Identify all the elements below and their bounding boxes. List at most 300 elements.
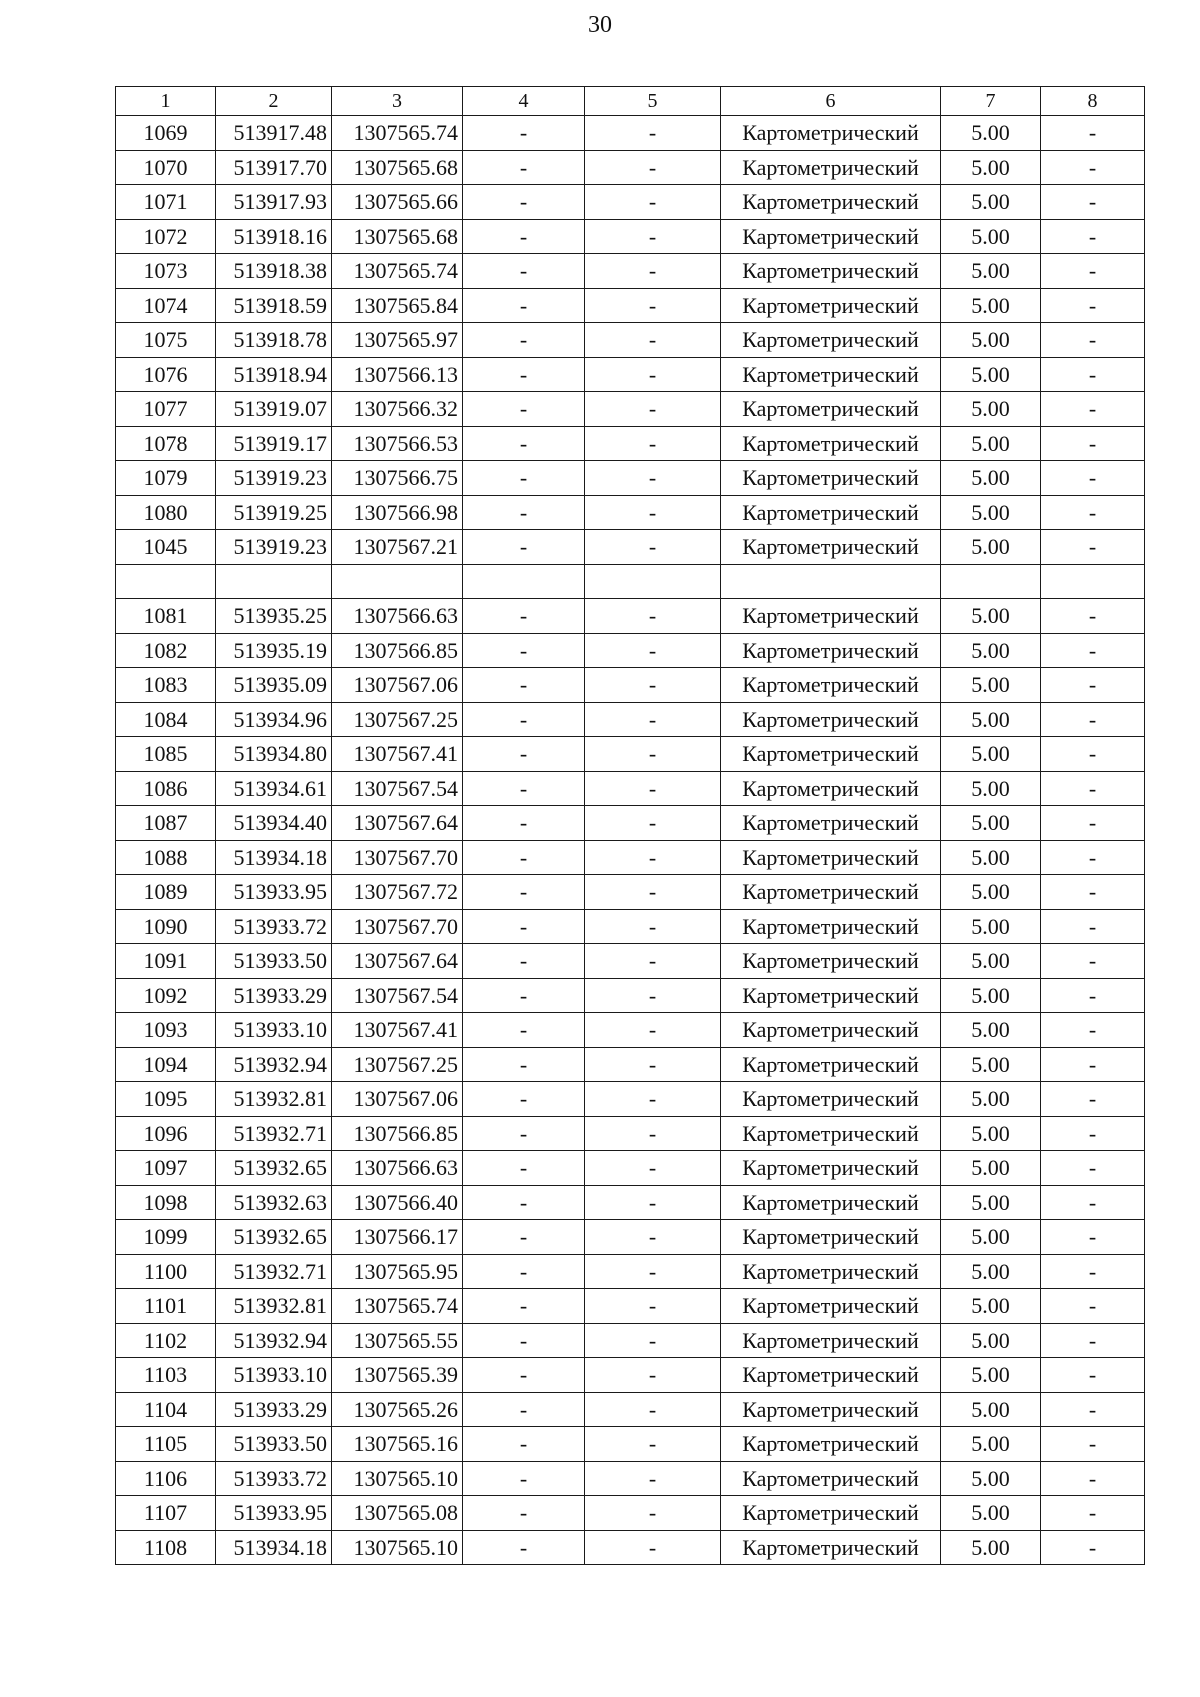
table-row xyxy=(116,668,1145,703)
table-row xyxy=(116,875,1145,910)
column-4-cell: - xyxy=(463,1392,585,1427)
method-cell: Картометрический xyxy=(721,1530,941,1565)
column-8-cell: - xyxy=(1041,1461,1145,1496)
method-cell: Картометрический xyxy=(721,185,941,220)
table-row xyxy=(116,392,1145,427)
point-number-cell: 1095 xyxy=(116,1082,216,1117)
x-coordinate-cell: 513933.95 xyxy=(216,875,332,910)
y-coordinate-cell: 1307567.41 xyxy=(332,1013,463,1048)
y-coordinate-cell: 1307565.39 xyxy=(332,1358,463,1393)
column-4-cell: - xyxy=(463,185,585,220)
accuracy-cell: 5.00 xyxy=(941,1082,1041,1117)
column-4-cell: - xyxy=(463,1461,585,1496)
point-number-cell: 1097 xyxy=(116,1151,216,1186)
y-coordinate-cell: 1307566.13 xyxy=(332,357,463,392)
table-row xyxy=(116,1392,1145,1427)
x-coordinate-cell: 513918.78 xyxy=(216,323,332,358)
point-number-cell: 1096 xyxy=(116,1116,216,1151)
accuracy-cell xyxy=(941,564,1041,599)
column-5-cell: - xyxy=(585,357,721,392)
column-8-cell: - xyxy=(1041,254,1145,289)
y-coordinate-cell: 1307565.16 xyxy=(332,1427,463,1462)
y-coordinate-cell: 1307566.98 xyxy=(332,495,463,530)
column-8-cell: - xyxy=(1041,495,1145,530)
accuracy-cell: 5.00 xyxy=(941,495,1041,530)
column-8-cell: - xyxy=(1041,1151,1145,1186)
table-row xyxy=(116,357,1145,392)
table-row xyxy=(116,978,1145,1013)
column-5-cell: - xyxy=(585,254,721,289)
column-4-cell: - xyxy=(463,150,585,185)
column-5-cell: - xyxy=(585,1461,721,1496)
point-number-cell: 1070 xyxy=(116,150,216,185)
column-header: 3 xyxy=(332,87,463,116)
x-coordinate-cell: 513934.96 xyxy=(216,702,332,737)
column-5-cell: - xyxy=(585,633,721,668)
column-8-cell: - xyxy=(1041,909,1145,944)
column-8-cell: - xyxy=(1041,461,1145,496)
column-8-cell: - xyxy=(1041,116,1145,151)
column-8-cell: - xyxy=(1041,1116,1145,1151)
table-row xyxy=(116,1151,1145,1186)
point-number-cell: 1077 xyxy=(116,392,216,427)
column-5-cell: - xyxy=(585,219,721,254)
accuracy-cell: 5.00 xyxy=(941,1047,1041,1082)
column-4-cell: - xyxy=(463,840,585,875)
point-number-cell: 1074 xyxy=(116,288,216,323)
accuracy-cell: 5.00 xyxy=(941,1530,1041,1565)
point-number-cell: 1107 xyxy=(116,1496,216,1531)
x-coordinate-cell: 513933.29 xyxy=(216,1392,332,1427)
table-row xyxy=(116,1220,1145,1255)
column-4-cell: - xyxy=(463,1082,585,1117)
column-8-cell: - xyxy=(1041,288,1145,323)
method-cell: Картометрический xyxy=(721,737,941,772)
method-cell: Картометрический xyxy=(721,426,941,461)
column-4-cell: - xyxy=(463,909,585,944)
column-4-cell: - xyxy=(463,771,585,806)
column-8-cell: - xyxy=(1041,530,1145,565)
method-cell: Картометрический xyxy=(721,254,941,289)
column-4-cell: - xyxy=(463,495,585,530)
method-cell: Картометрический xyxy=(721,1392,941,1427)
accuracy-cell: 5.00 xyxy=(941,1254,1041,1289)
y-coordinate-cell: 1307565.74 xyxy=(332,1289,463,1324)
table-row xyxy=(116,1254,1145,1289)
column-5-cell: - xyxy=(585,288,721,323)
column-5-cell: - xyxy=(585,1358,721,1393)
column-4-cell: - xyxy=(463,806,585,841)
table-row xyxy=(116,1289,1145,1324)
point-number-cell: 1101 xyxy=(116,1289,216,1324)
point-number-cell: 1103 xyxy=(116,1358,216,1393)
column-5-cell: - xyxy=(585,116,721,151)
point-number-cell: 1092 xyxy=(116,978,216,1013)
method-cell: Картометрический xyxy=(721,668,941,703)
method-cell: Картометрический xyxy=(721,806,941,841)
y-coordinate-cell: 1307566.40 xyxy=(332,1185,463,1220)
y-coordinate-cell: 1307565.95 xyxy=(332,1254,463,1289)
column-4-cell: - xyxy=(463,1427,585,1462)
table-row xyxy=(116,633,1145,668)
x-coordinate-cell: 513935.09 xyxy=(216,668,332,703)
column-4-cell: - xyxy=(463,944,585,979)
x-coordinate-cell: 513934.61 xyxy=(216,771,332,806)
accuracy-cell: 5.00 xyxy=(941,737,1041,772)
column-8-cell: - xyxy=(1041,392,1145,427)
accuracy-cell: 5.00 xyxy=(941,1185,1041,1220)
x-coordinate-cell: 513919.07 xyxy=(216,392,332,427)
point-number-cell: 1100 xyxy=(116,1254,216,1289)
accuracy-cell: 5.00 xyxy=(941,323,1041,358)
accuracy-cell: 5.00 xyxy=(941,1151,1041,1186)
column-4-cell: - xyxy=(463,599,585,634)
method-cell: Картометрический xyxy=(721,1496,941,1531)
method-cell: Картометрический xyxy=(721,1116,941,1151)
point-number-cell: 1094 xyxy=(116,1047,216,1082)
column-5-cell: - xyxy=(585,806,721,841)
x-coordinate-cell: 513919.23 xyxy=(216,530,332,565)
x-coordinate-cell: 513934.80 xyxy=(216,737,332,772)
accuracy-cell: 5.00 xyxy=(941,116,1041,151)
column-5-cell: - xyxy=(585,461,721,496)
column-5-cell: - xyxy=(585,944,721,979)
column-5-cell: - xyxy=(585,530,721,565)
column-5-cell: - xyxy=(585,1082,721,1117)
column-4-cell: - xyxy=(463,1289,585,1324)
column-5-cell: - xyxy=(585,978,721,1013)
table-row xyxy=(116,116,1145,151)
y-coordinate-cell: 1307567.06 xyxy=(332,1082,463,1117)
column-5-cell: - xyxy=(585,1013,721,1048)
point-number-cell: 1091 xyxy=(116,944,216,979)
method-cell: Картометрический xyxy=(721,219,941,254)
x-coordinate-cell: 513933.50 xyxy=(216,1427,332,1462)
column-4-cell: - xyxy=(463,1116,585,1151)
column-4-cell: - xyxy=(463,219,585,254)
table-row xyxy=(116,1082,1145,1117)
accuracy-cell: 5.00 xyxy=(941,668,1041,703)
method-cell: Картометрический xyxy=(721,1254,941,1289)
column-8-cell: - xyxy=(1041,1220,1145,1255)
point-number-cell: 1093 xyxy=(116,1013,216,1048)
accuracy-cell: 5.00 xyxy=(941,185,1041,220)
column-8-cell: - xyxy=(1041,978,1145,1013)
accuracy-cell: 5.00 xyxy=(941,875,1041,910)
y-coordinate-cell: 1307565.55 xyxy=(332,1323,463,1358)
x-coordinate-cell: 513934.18 xyxy=(216,1530,332,1565)
y-coordinate-cell: 1307565.84 xyxy=(332,288,463,323)
column-5-cell: - xyxy=(585,392,721,427)
y-coordinate-cell: 1307567.06 xyxy=(332,668,463,703)
column-8-cell: - xyxy=(1041,1289,1145,1324)
column-8-cell: - xyxy=(1041,702,1145,737)
method-cell xyxy=(721,564,941,599)
method-cell: Картометрический xyxy=(721,1082,941,1117)
column-8-cell: - xyxy=(1041,1496,1145,1531)
column-8-cell: - xyxy=(1041,1013,1145,1048)
column-header: 6 xyxy=(721,87,941,116)
accuracy-cell: 5.00 xyxy=(941,909,1041,944)
point-number-cell xyxy=(116,564,216,599)
y-coordinate-cell: 1307567.25 xyxy=(332,1047,463,1082)
table-row xyxy=(116,564,1145,599)
y-coordinate-cell xyxy=(332,564,463,599)
column-4-cell: - xyxy=(463,633,585,668)
accuracy-cell: 5.00 xyxy=(941,357,1041,392)
x-coordinate-cell: 513932.65 xyxy=(216,1220,332,1255)
x-coordinate-cell: 513933.10 xyxy=(216,1013,332,1048)
x-coordinate-cell: 513933.50 xyxy=(216,944,332,979)
point-number-cell: 1104 xyxy=(116,1392,216,1427)
table-row xyxy=(116,1047,1145,1082)
y-coordinate-cell: 1307566.63 xyxy=(332,1151,463,1186)
column-8-cell: - xyxy=(1041,1047,1145,1082)
x-coordinate-cell: 513918.38 xyxy=(216,254,332,289)
point-number-cell: 1079 xyxy=(116,461,216,496)
column-5-cell: - xyxy=(585,495,721,530)
method-cell: Картометрический xyxy=(721,1461,941,1496)
table-row xyxy=(116,1013,1145,1048)
column-5-cell: - xyxy=(585,1289,721,1324)
column-8-cell: - xyxy=(1041,1082,1145,1117)
x-coordinate-cell: 513932.63 xyxy=(216,1185,332,1220)
method-cell: Картометрический xyxy=(721,461,941,496)
method-cell: Картометрический xyxy=(721,702,941,737)
table-row xyxy=(116,737,1145,772)
point-number-cell: 1076 xyxy=(116,357,216,392)
table-row xyxy=(116,1461,1145,1496)
y-coordinate-cell: 1307565.66 xyxy=(332,185,463,220)
x-coordinate-cell: 513935.19 xyxy=(216,633,332,668)
coordinates-table xyxy=(115,86,1145,1565)
point-number-cell: 1069 xyxy=(116,116,216,151)
x-coordinate-cell: 513932.94 xyxy=(216,1047,332,1082)
column-5-cell: - xyxy=(585,1220,721,1255)
column-5-cell: - xyxy=(585,1427,721,1462)
table-row xyxy=(116,323,1145,358)
y-coordinate-cell: 1307565.10 xyxy=(332,1461,463,1496)
column-4-cell: - xyxy=(463,461,585,496)
y-coordinate-cell: 1307567.21 xyxy=(332,530,463,565)
point-number-cell: 1089 xyxy=(116,875,216,910)
column-5-cell: - xyxy=(585,599,721,634)
accuracy-cell: 5.00 xyxy=(941,1358,1041,1393)
table-row xyxy=(116,702,1145,737)
accuracy-cell: 5.00 xyxy=(941,392,1041,427)
method-cell: Картометрический xyxy=(721,116,941,151)
method-cell: Картометрический xyxy=(721,840,941,875)
column-5-cell: - xyxy=(585,1151,721,1186)
accuracy-cell: 5.00 xyxy=(941,1496,1041,1531)
table-row xyxy=(116,1323,1145,1358)
column-4-cell: - xyxy=(463,875,585,910)
method-cell: Картометрический xyxy=(721,599,941,634)
x-coordinate-cell: 513932.81 xyxy=(216,1289,332,1324)
y-coordinate-cell: 1307567.54 xyxy=(332,978,463,1013)
column-5-cell: - xyxy=(585,1323,721,1358)
point-number-cell: 1084 xyxy=(116,702,216,737)
column-8-cell: - xyxy=(1041,1427,1145,1462)
x-coordinate-cell: 513919.17 xyxy=(216,426,332,461)
column-5-cell: - xyxy=(585,702,721,737)
point-number-cell: 1045 xyxy=(116,530,216,565)
column-4-cell xyxy=(463,564,585,599)
x-coordinate-cell: 513932.81 xyxy=(216,1082,332,1117)
column-4-cell: - xyxy=(463,254,585,289)
table-row xyxy=(116,1358,1145,1393)
table-row xyxy=(116,599,1145,634)
accuracy-cell: 5.00 xyxy=(941,771,1041,806)
y-coordinate-cell: 1307565.74 xyxy=(332,116,463,151)
y-coordinate-cell: 1307566.17 xyxy=(332,1220,463,1255)
y-coordinate-cell: 1307567.70 xyxy=(332,840,463,875)
column-4-cell: - xyxy=(463,668,585,703)
method-cell: Картометрический xyxy=(721,1323,941,1358)
accuracy-cell: 5.00 xyxy=(941,461,1041,496)
column-8-cell: - xyxy=(1041,1358,1145,1393)
point-number-cell: 1086 xyxy=(116,771,216,806)
column-header: 5 xyxy=(585,87,721,116)
column-8-cell: - xyxy=(1041,426,1145,461)
point-number-cell: 1090 xyxy=(116,909,216,944)
table-row xyxy=(116,495,1145,530)
y-coordinate-cell: 1307567.64 xyxy=(332,944,463,979)
column-5-cell: - xyxy=(585,323,721,358)
table-header-row xyxy=(116,87,1145,116)
column-4-cell: - xyxy=(463,1151,585,1186)
point-number-cell: 1078 xyxy=(116,426,216,461)
x-coordinate-cell: 513934.40 xyxy=(216,806,332,841)
column-5-cell: - xyxy=(585,1254,721,1289)
column-5-cell: - xyxy=(585,426,721,461)
column-4-cell: - xyxy=(463,1254,585,1289)
table-row xyxy=(116,1185,1145,1220)
x-coordinate-cell: 513919.23 xyxy=(216,461,332,496)
column-header: 8 xyxy=(1041,87,1145,116)
x-coordinate-cell: 513932.94 xyxy=(216,1323,332,1358)
column-header: 4 xyxy=(463,87,585,116)
accuracy-cell: 5.00 xyxy=(941,219,1041,254)
column-8-cell: - xyxy=(1041,1323,1145,1358)
y-coordinate-cell: 1307567.64 xyxy=(332,806,463,841)
x-coordinate-cell: 513917.93 xyxy=(216,185,332,220)
column-5-cell xyxy=(585,564,721,599)
column-8-cell: - xyxy=(1041,668,1145,703)
table-row xyxy=(116,461,1145,496)
accuracy-cell: 5.00 xyxy=(941,633,1041,668)
y-coordinate-cell: 1307566.63 xyxy=(332,599,463,634)
column-4-cell: - xyxy=(463,1185,585,1220)
y-coordinate-cell: 1307566.75 xyxy=(332,461,463,496)
x-coordinate-cell xyxy=(216,564,332,599)
method-cell: Картометрический xyxy=(721,1151,941,1186)
column-8-cell: - xyxy=(1041,1254,1145,1289)
table-row xyxy=(116,288,1145,323)
column-4-cell: - xyxy=(463,737,585,772)
y-coordinate-cell: 1307567.54 xyxy=(332,771,463,806)
accuracy-cell: 5.00 xyxy=(941,1392,1041,1427)
point-number-cell: 1071 xyxy=(116,185,216,220)
column-8-cell: - xyxy=(1041,185,1145,220)
x-coordinate-cell: 513918.16 xyxy=(216,219,332,254)
y-coordinate-cell: 1307565.08 xyxy=(332,1496,463,1531)
x-coordinate-cell: 513932.71 xyxy=(216,1116,332,1151)
method-cell: Картометрический xyxy=(721,1047,941,1082)
point-number-cell: 1102 xyxy=(116,1323,216,1358)
method-cell: Картометрический xyxy=(721,875,941,910)
x-coordinate-cell: 513933.29 xyxy=(216,978,332,1013)
x-coordinate-cell: 513933.95 xyxy=(216,1496,332,1531)
y-coordinate-cell: 1307565.68 xyxy=(332,150,463,185)
method-cell: Картометрический xyxy=(721,1013,941,1048)
method-cell: Картометрический xyxy=(721,1427,941,1462)
column-5-cell: - xyxy=(585,1116,721,1151)
point-number-cell: 1087 xyxy=(116,806,216,841)
x-coordinate-cell: 513932.65 xyxy=(216,1151,332,1186)
column-4-cell: - xyxy=(463,1047,585,1082)
y-coordinate-cell: 1307565.97 xyxy=(332,323,463,358)
method-cell: Картометрический xyxy=(721,288,941,323)
method-cell: Картометрический xyxy=(721,909,941,944)
x-coordinate-cell: 513917.70 xyxy=(216,150,332,185)
column-8-cell: - xyxy=(1041,944,1145,979)
column-5-cell: - xyxy=(585,737,721,772)
method-cell: Картометрический xyxy=(721,150,941,185)
method-cell: Картометрический xyxy=(721,1289,941,1324)
point-number-cell: 1108 xyxy=(116,1530,216,1565)
column-5-cell: - xyxy=(585,1530,721,1565)
point-number-cell: 1083 xyxy=(116,668,216,703)
column-8-cell: - xyxy=(1041,771,1145,806)
accuracy-cell: 5.00 xyxy=(941,1220,1041,1255)
column-5-cell: - xyxy=(585,1392,721,1427)
y-coordinate-cell: 1307566.32 xyxy=(332,392,463,427)
x-coordinate-cell: 513919.25 xyxy=(216,495,332,530)
x-coordinate-cell: 513933.72 xyxy=(216,909,332,944)
accuracy-cell: 5.00 xyxy=(941,530,1041,565)
method-cell: Картометрический xyxy=(721,1220,941,1255)
column-4-cell: - xyxy=(463,1530,585,1565)
column-5-cell: - xyxy=(585,150,721,185)
table-row xyxy=(116,219,1145,254)
y-coordinate-cell: 1307566.85 xyxy=(332,633,463,668)
y-coordinate-cell: 1307565.10 xyxy=(332,1530,463,1565)
point-number-cell: 1080 xyxy=(116,495,216,530)
column-5-cell: - xyxy=(585,840,721,875)
point-number-cell: 1099 xyxy=(116,1220,216,1255)
table-row xyxy=(116,530,1145,565)
method-cell: Картометрический xyxy=(721,392,941,427)
page-number: 30 xyxy=(588,12,612,38)
table-row xyxy=(116,150,1145,185)
column-4-cell: - xyxy=(463,1013,585,1048)
column-8-cell: - xyxy=(1041,599,1145,634)
table-row xyxy=(116,1116,1145,1151)
column-8-cell: - xyxy=(1041,219,1145,254)
y-coordinate-cell: 1307567.72 xyxy=(332,875,463,910)
column-4-cell: - xyxy=(463,426,585,461)
column-8-cell: - xyxy=(1041,1185,1145,1220)
x-coordinate-cell: 513935.25 xyxy=(216,599,332,634)
y-coordinate-cell: 1307567.25 xyxy=(332,702,463,737)
x-coordinate-cell: 513933.72 xyxy=(216,1461,332,1496)
table-row xyxy=(116,771,1145,806)
column-8-cell: - xyxy=(1041,806,1145,841)
point-number-cell: 1106 xyxy=(116,1461,216,1496)
column-8-cell: - xyxy=(1041,1530,1145,1565)
table-row xyxy=(116,909,1145,944)
